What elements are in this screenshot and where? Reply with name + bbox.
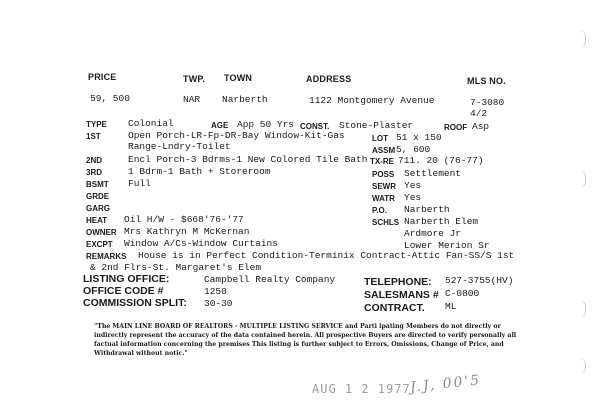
office-code-value: 1250 (204, 286, 227, 297)
label-assm: ASSM (372, 146, 396, 155)
town-value: Narberth (222, 94, 268, 105)
label-excpt: EXCPT (86, 240, 113, 249)
binder-hole-mark (579, 358, 586, 374)
label-type: TYPE (86, 120, 107, 129)
label-txre: TX-RE (370, 157, 394, 166)
salesmans-value: C-0800 (445, 288, 480, 299)
first-floor-line2: Range-Lndry-Toilet (128, 141, 231, 152)
poss-value: Settlement (404, 168, 462, 179)
header-twp: TWP. (183, 74, 206, 84)
label-const: CONST. (300, 122, 330, 131)
label-owner: OWNER (86, 228, 117, 237)
lot-value: 51 x 150 (396, 132, 442, 143)
label-salesmans: SALESMANS # (364, 289, 439, 301)
header-town: TOWN (224, 73, 253, 83)
label-telephone: TELEPHONE: (364, 276, 432, 288)
label-first: 1ST (86, 132, 101, 141)
header-price: PRICE (88, 72, 117, 82)
binder-hole-mark (579, 170, 586, 188)
owner-value: Mrs Kathryn M McKernan (124, 226, 250, 237)
label-heat: HEAT (86, 216, 108, 225)
header-mls: MLS NO. (467, 76, 506, 86)
const-value: Stone-Plaster (339, 120, 414, 131)
label-lot: LOT (372, 134, 388, 143)
remarks-line2: & 2nd Flrs-St. Margaret's Elem (90, 262, 262, 273)
address-value: 1122 Montgomery Avenue (309, 95, 435, 106)
telephone-value: 527-3755(HV) (445, 275, 514, 286)
txre-value: 711. 20 (76-77) (398, 155, 484, 166)
label-watr: WATR (372, 194, 395, 203)
twp-value: NAR (183, 94, 201, 105)
label-listing-office: LISTING OFFICE: (83, 273, 170, 285)
excpt-value: Window A/Cs-Window Curtains (124, 238, 278, 249)
label-age: AGE (211, 121, 229, 130)
listing-office-value: Campbell Realty Company (204, 274, 336, 285)
second-floor-value: Encl Porch-3 Bdrms-1 New Colored Tile Bath (128, 154, 368, 165)
schools-line2: Ardmore Jr (404, 228, 462, 239)
bsmt-value: Full (128, 178, 151, 189)
date-stamp: AUG 1 2 1977 (312, 382, 411, 396)
first-floor-line1: Open Porch-LR-Fp-DR-Bay Window-Kit-Gas (128, 130, 345, 141)
label-schls: SCHLS (372, 218, 400, 227)
schools-line1: Narberth Elem (404, 216, 479, 227)
type-value: Colonial (128, 118, 174, 129)
third-floor-value: 1 Bdrm-1 Bath + Storeroom (128, 166, 271, 177)
age-value: App 50 Yrs (237, 119, 295, 130)
contract-value: ML (445, 301, 457, 312)
label-remarks: REMARKS (86, 252, 127, 261)
label-garg: GARG (86, 204, 110, 213)
po-value: Narberth (404, 204, 450, 215)
price-value: 59, 500 (90, 93, 130, 104)
label-sewr: SEWR (372, 182, 396, 191)
binder-hole-mark (579, 300, 586, 318)
label-third: 3RD (86, 168, 103, 177)
header-address: ADDRESS (306, 74, 352, 84)
label-roof: ROOF (444, 123, 468, 132)
label-second: 2ND (86, 156, 103, 165)
label-office-code: OFFICE CODE # (83, 285, 164, 297)
watr-value: Yes (404, 192, 422, 203)
label-bsmt: BSMT (86, 180, 109, 189)
handwritten-initials: J.J, 00'5 (409, 372, 482, 396)
label-po: P.O. (372, 206, 387, 215)
assm-value: 5, 600 (396, 144, 431, 155)
heat-value: Oil H/W - $668'76-'77 (124, 214, 244, 225)
label-poss: POSS (372, 170, 395, 179)
mls-number: 7-3080 (470, 97, 505, 108)
remarks-line1: House is in Perfect Condition-Terminix Contract-Attic Fan-SS/S 1st (138, 250, 515, 261)
label-contract: CONTRACT. (364, 302, 425, 314)
commission-value: 30-30 (204, 298, 233, 309)
binder-hole-mark (579, 30, 586, 48)
schools-line3: Lower Merion Sr (404, 240, 490, 251)
mls-fraction: 4/2 (470, 108, 488, 119)
disclaimer-text: "The MAIN LINE BOARD OF REALTORS - MULTIPLE LISTING SERVICE and Parti ipating Members do not directly or indirectly represent the accuracy of the data contained herein. All prospective Buyers are directed to verify personally all factual information concerning the premises This listing is further subject to Errors, Omissions, Change of Price, and Withdrawal without notic." (94, 323, 517, 357)
sewr-value: Yes (404, 180, 422, 191)
label-commission: COMMISSION SPLIT: (83, 297, 187, 309)
roof-value: Asp (472, 121, 490, 132)
label-grde: GRDE (86, 192, 110, 201)
